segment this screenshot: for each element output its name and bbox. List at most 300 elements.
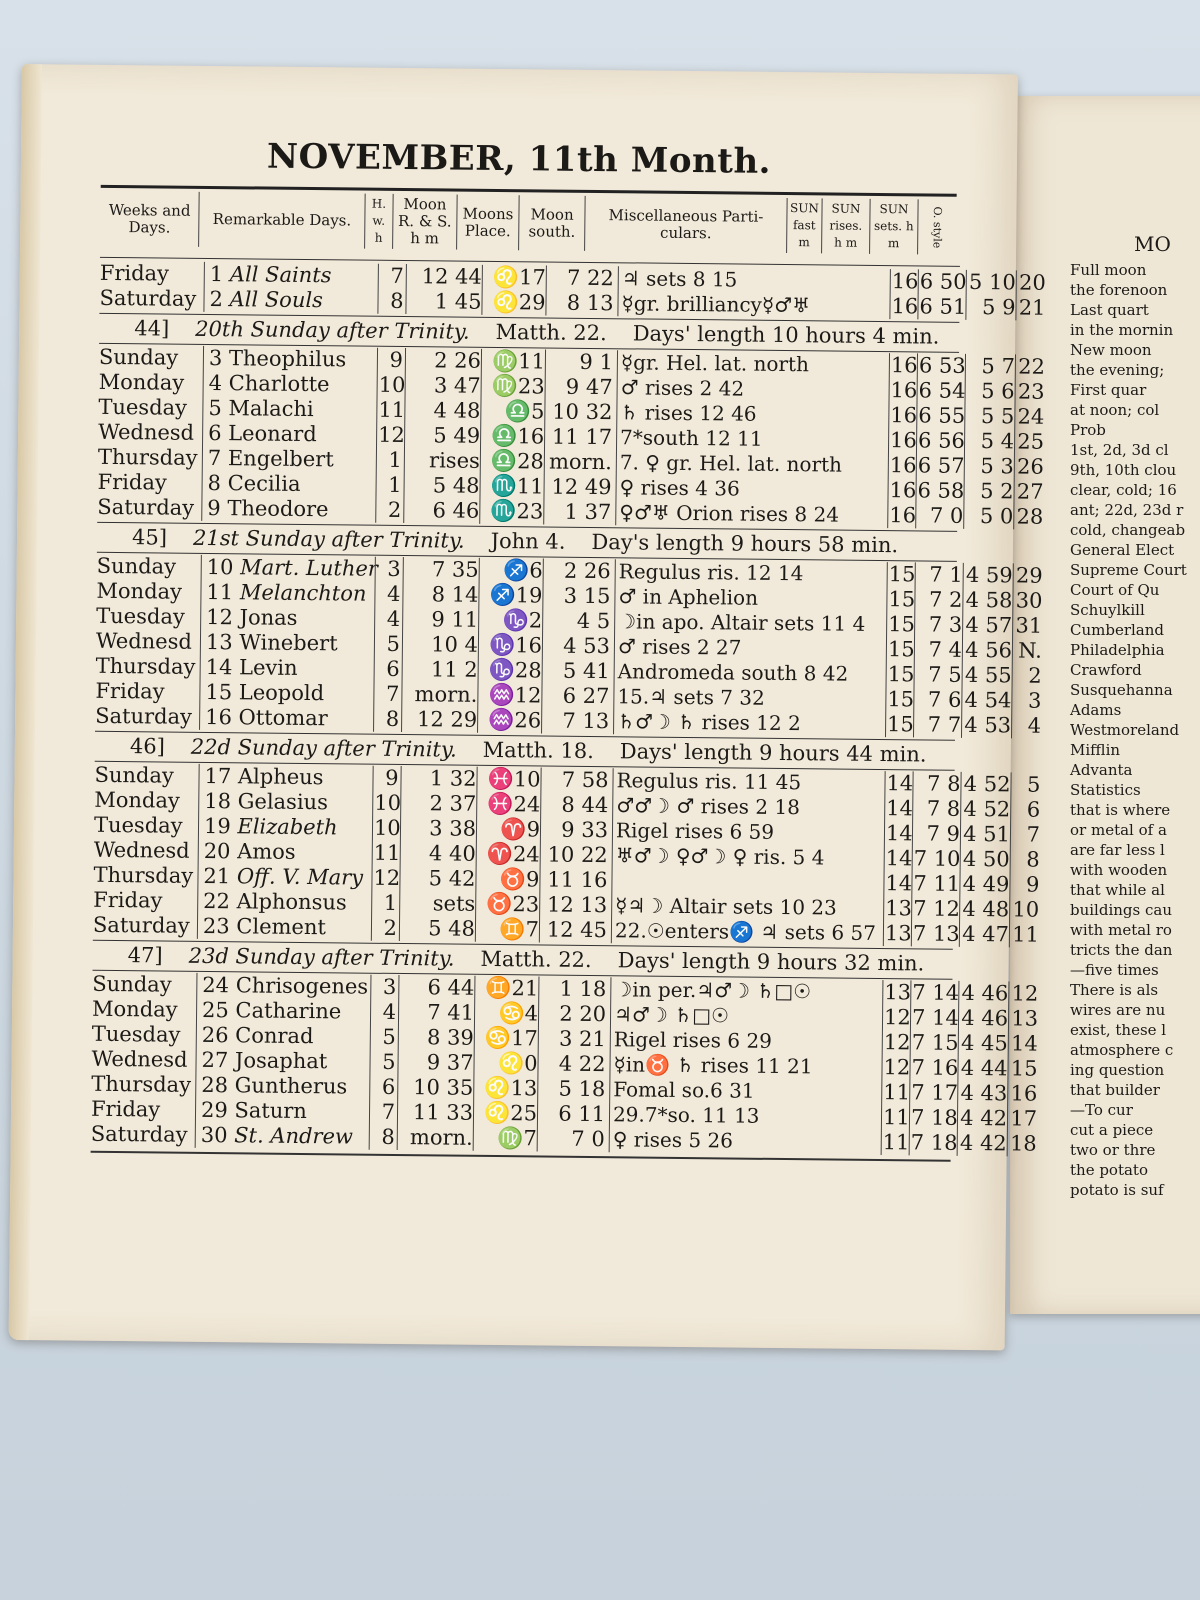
- cell-moon: 9 37: [426, 1050, 474, 1075]
- cell-rise: 7 1: [929, 562, 963, 587]
- right-page-line: There is als: [1070, 981, 1159, 999]
- cell-place: ♐6: [503, 558, 543, 583]
- day-length: Days' length 9 hours 32 min.: [617, 948, 925, 976]
- cell-hw: 7: [390, 263, 404, 289]
- cell-place: ♍7: [497, 1126, 537, 1151]
- cell-rem: 25 Catharine: [201, 997, 342, 1024]
- cell-set: 4 46: [961, 1005, 1009, 1031]
- sunday-title: 21st Sunday after Trinity.: [192, 525, 465, 553]
- right-page-line: that while al: [1070, 881, 1165, 899]
- cell-os: 16: [1010, 1081, 1038, 1106]
- cell-rise: 7 13: [912, 921, 960, 946]
- cell-set: 4 42: [960, 1105, 1008, 1131]
- cell-day: Thursday: [97, 444, 198, 470]
- cell-fast: 14: [886, 771, 914, 796]
- cell-misc: ☿gr. brilliancy☿♂♅: [621, 291, 811, 318]
- right-page-line: Cumberland: [1070, 621, 1165, 639]
- cell-place: ♋17: [484, 1025, 538, 1051]
- cell-south: 10 32: [552, 399, 613, 425]
- right-page-line: exist, these l: [1070, 1021, 1167, 1039]
- right-page-line: Advanta: [1070, 761, 1133, 779]
- cell-rise: 7 4: [928, 637, 963, 662]
- cell-day: Wednesd: [98, 419, 195, 445]
- cell-moon: 3 47: [433, 373, 481, 398]
- right-page-line: General Elect: [1070, 541, 1175, 559]
- cell-hw: 11: [373, 840, 401, 866]
- cell-fast: 14: [885, 821, 913, 846]
- cell-set: 5 4: [980, 429, 1015, 454]
- cell-day: Monday: [94, 787, 180, 813]
- cell-day: Monday: [96, 578, 183, 604]
- right-page-line: or metal of a: [1070, 821, 1167, 839]
- cell-day: Saturday: [90, 1121, 188, 1147]
- cell-set: 5 7: [981, 354, 1016, 379]
- cell-south: 3 15: [563, 583, 611, 609]
- cell-day: Thursday: [95, 653, 196, 679]
- right-page-line: —To cur: [1070, 1101, 1133, 1119]
- cell-rem: 11 Melanchton: [206, 579, 367, 606]
- right-page-text: [1070, 96, 1200, 1200]
- cell-moon: 8 39: [426, 1025, 474, 1050]
- cell-place: ♏23: [490, 498, 544, 524]
- cell-fast: 12: [883, 1005, 911, 1030]
- cell-hw: 8: [385, 706, 400, 731]
- cell-misc: ♀♂♅ Orion rises 8 24: [619, 500, 840, 527]
- header-sun-fast: SUN fast m: [787, 198, 822, 253]
- cell-moon: 8 14: [431, 582, 479, 607]
- cell-os: N.: [1018, 638, 1043, 663]
- cell-os: 3: [1027, 688, 1042, 713]
- cell-hw: 9: [385, 765, 399, 790]
- cell-moon: 1 32: [429, 766, 477, 791]
- cell-hw: 5: [382, 1024, 396, 1049]
- right-page-line: with metal ro: [1070, 921, 1172, 939]
- right-page-line: atmosphere c: [1070, 1041, 1174, 1059]
- cell-rise: 7 15: [911, 1030, 959, 1055]
- cell-south: 11 17: [551, 424, 613, 450]
- cell-rem: 28 Guntherus: [201, 1072, 348, 1099]
- cell-south: 3 21: [558, 1026, 606, 1052]
- cell-day: Saturday: [95, 703, 193, 729]
- cell-south: 5 41: [562, 658, 610, 684]
- week-number: 47]: [127, 943, 163, 968]
- cell-hw: 5: [386, 631, 401, 656]
- cell-set: 4 54: [964, 687, 1012, 713]
- right-page-line: at noon; col: [1070, 401, 1160, 419]
- cell-misc: ☽in per.♃♂☽ ♄□☉: [614, 977, 812, 1004]
- cell-misc: ☿♃☽ Altair sets 10 23: [615, 893, 837, 920]
- cell-set: 5 6: [981, 379, 1015, 404]
- cell-hw: 12: [373, 865, 401, 891]
- header-sun-sets: SUN sets. h m: [870, 199, 918, 254]
- sunday-title: 23d Sunday after Trinity.: [188, 943, 455, 971]
- cell-rem: 1 All Saints: [209, 261, 332, 288]
- cell-place: ♎5: [504, 399, 545, 424]
- cell-moon: 4 40: [428, 841, 476, 866]
- cell-misc: ♃ sets 8 15: [621, 266, 738, 292]
- week-number: 44]: [134, 316, 170, 341]
- cell-moon: 2 37: [429, 791, 477, 816]
- cell-rise: 7 7: [927, 712, 962, 737]
- cell-rem: 9 Theodore: [207, 495, 329, 522]
- cell-set: 4 53: [964, 712, 1012, 738]
- cell-place: ♍11: [491, 348, 546, 374]
- cell-south: 8 44: [561, 792, 609, 818]
- cell-place: ♉23: [486, 891, 540, 917]
- header-moon-rs: Moon R. & S. h m: [393, 194, 457, 250]
- cell-rem: 20 Amos: [203, 838, 296, 864]
- cell-rise: 7 18: [910, 1105, 958, 1130]
- cell-place: ♊21: [485, 975, 539, 1001]
- cell-hw: 8: [390, 288, 404, 314]
- cell-rise: 7 16: [911, 1055, 959, 1080]
- cell-misc: ☽in apo. Altair sets 11 4: [618, 609, 866, 636]
- cell-rise: 6 58: [917, 478, 965, 503]
- right-page-line: potato is suf: [1070, 1181, 1164, 1199]
- right-page-line: Philadelphia: [1070, 641, 1165, 659]
- cell-misc: 22.☉enters♐ ♃ sets 6 57: [614, 918, 877, 945]
- cell-south: 7 13: [562, 708, 610, 734]
- cell-hw: 1: [383, 890, 398, 915]
- right-page-line: that builder: [1070, 1081, 1160, 1099]
- right-page-line: Crawford: [1070, 661, 1142, 679]
- cell-place: ♊7: [499, 917, 540, 942]
- cell-misc: ♂ rises 2 42: [620, 375, 745, 401]
- page-title: NOVEMBER, 11th Month.: [266, 136, 772, 182]
- cell-os: 22: [1018, 354, 1046, 379]
- cell-day: Friday: [90, 1096, 161, 1122]
- cell-os: 12: [1011, 981, 1039, 1006]
- cell-hw: 1: [388, 472, 402, 497]
- right-page-line: the potato: [1070, 1161, 1148, 1179]
- cell-rise: 7 14: [912, 980, 960, 1005]
- cell-south: 4 53: [563, 633, 611, 659]
- cell-day: Tuesday: [91, 1021, 181, 1047]
- cell-day: Wednesd: [93, 837, 190, 863]
- cell-set: 5 2: [980, 479, 1014, 504]
- cell-south: 4 22: [558, 1051, 606, 1077]
- cell-rise: 7 6: [927, 687, 962, 712]
- cell-set: 5 0: [979, 504, 1014, 529]
- cell-os: 6: [1026, 797, 1041, 822]
- cell-misc: ♂♂☽ ♂ rises 2 18: [616, 793, 801, 820]
- cell-os: 23: [1017, 379, 1045, 404]
- cell-rem: 4 Charlotte: [208, 370, 330, 397]
- cell-misc: Rigel rises 6 29: [613, 1027, 772, 1053]
- cell-fast: 15: [888, 612, 916, 637]
- cell-rise: 7 11: [913, 871, 961, 896]
- cell-rem: 6 Leonard: [208, 420, 317, 447]
- cell-moon: 4 48: [433, 398, 481, 423]
- cell-os: 14: [1010, 1031, 1038, 1056]
- cell-south: 7 58: [561, 767, 609, 793]
- week-block: [97, 344, 1046, 529]
- cell-rise: 7 17: [911, 1080, 959, 1105]
- cell-fast: 14: [885, 846, 913, 871]
- cell-rem: 24 Chrisogenes: [202, 972, 369, 999]
- right-page-line: Last quart: [1070, 301, 1149, 319]
- cell-set: 4 44: [960, 1055, 1008, 1081]
- cell-rem: 14 Levin: [205, 654, 298, 680]
- right-page-line: Susquehanna: [1070, 681, 1173, 699]
- cell-set: 5 9: [981, 295, 1016, 320]
- cell-moon: 3 38: [429, 816, 477, 841]
- right-page-heading: MO: [1134, 232, 1171, 256]
- right-page-line: Adams: [1070, 701, 1122, 719]
- cell-rem: 27 Josaphat: [201, 1047, 328, 1074]
- cell-misc: ☿gr. Hel. lat. north: [620, 350, 810, 377]
- cell-hw: 3: [387, 556, 401, 581]
- cell-rem: 22 Alphonsus: [203, 888, 347, 915]
- cell-south: 11 16: [547, 867, 608, 893]
- cell-os: 13: [1011, 1006, 1039, 1031]
- almanac-page: [9, 64, 1046, 1350]
- week-block: [90, 971, 1039, 1156]
- cell-set: 4 47: [962, 921, 1010, 947]
- cell-place: ♉9: [499, 867, 540, 892]
- right-page-line: buildings cau: [1070, 901, 1172, 919]
- cell-rem: 17 Alpheus: [204, 763, 324, 790]
- cell-os: 5: [1027, 772, 1041, 797]
- cell-place: ♌29: [492, 289, 546, 315]
- cell-day: Monday: [91, 996, 178, 1022]
- cell-rem: 3 Theophilus: [208, 345, 347, 372]
- week-number: 46]: [129, 734, 165, 759]
- cell-set: 4 57: [965, 612, 1013, 638]
- cell-os: 29: [1015, 563, 1043, 588]
- right-page-line: wires are nu: [1070, 1001, 1166, 1019]
- cell-set: 4 49: [962, 871, 1010, 897]
- cell-set: 4 55: [964, 662, 1012, 688]
- cell-south: 7 0: [571, 1126, 605, 1152]
- cell-fast: 16: [889, 428, 917, 453]
- cell-hw: 7: [381, 1099, 396, 1124]
- cell-fast: 14: [886, 796, 914, 821]
- right-page-line: two or thre: [1070, 1141, 1156, 1159]
- right-page-line: —five times: [1070, 961, 1159, 979]
- cell-rise: 6 55: [918, 403, 966, 428]
- cell-place: ♑28: [488, 657, 542, 683]
- cell-misc: Regulus ris. 12 14: [618, 559, 804, 586]
- cell-misc: Regulus ris. 11 45: [616, 768, 802, 795]
- cell-rise: 7 12: [913, 896, 961, 921]
- cell-rem: 21 Off. V. Mary: [203, 863, 364, 890]
- cell-place: ♏11: [490, 473, 544, 499]
- cell-place: ♍23: [491, 373, 545, 399]
- cell-south: morn.: [548, 449, 612, 475]
- cell-rem: 15 Leopold: [205, 679, 325, 706]
- cell-place: ♓10: [487, 766, 541, 792]
- cell-set: 5 5: [980, 404, 1015, 429]
- cell-os: 27: [1016, 479, 1044, 504]
- cell-fast: 13: [885, 896, 913, 921]
- cell-moon: 10 35: [413, 1075, 474, 1100]
- cell-misc: Andromeda south 8 42: [617, 659, 849, 686]
- cell-day: Tuesday: [98, 394, 188, 420]
- cell-hw: 3: [382, 974, 397, 999]
- cell-place: ♋4: [498, 1001, 539, 1026]
- cell-rise: 7 0: [929, 503, 964, 528]
- cell-set: 4 59: [965, 562, 1013, 588]
- day-length: Days' length 10 hours 4 min.: [632, 321, 940, 349]
- cell-hw: 6: [381, 1074, 396, 1099]
- cell-rise: 7 8: [926, 796, 961, 821]
- sunday-title: 20th Sunday after Trinity.: [195, 316, 470, 344]
- cell-rem: 26 Conrad: [201, 1022, 314, 1049]
- cell-fast: 16: [889, 503, 917, 528]
- cell-day: Sunday: [94, 762, 174, 788]
- cell-south: 10 22: [547, 842, 608, 868]
- header-weeks: Weeks and Days.: [100, 191, 199, 247]
- cell-hw: 4: [386, 581, 401, 606]
- cell-os: 24: [1017, 404, 1045, 429]
- cell-place: ♌25: [484, 1100, 538, 1126]
- cell-rise: 7 3: [928, 612, 963, 637]
- cell-day: Thursday: [93, 862, 194, 888]
- cell-rise: 7 18: [910, 1130, 958, 1155]
- cell-day: Wednesd: [95, 628, 193, 654]
- cell-rise: 7 8: [926, 771, 961, 796]
- cell-misc: 7. ♀ gr. Hel. lat. north: [619, 450, 843, 477]
- cell-fast: 15: [887, 712, 914, 737]
- cell-moon: 11 2: [430, 657, 478, 682]
- cell-moon: 9 11: [431, 607, 479, 632]
- cell-south: 2 20: [559, 1001, 607, 1027]
- cell-moon: sets: [432, 891, 476, 916]
- cell-rise: 7 2: [928, 587, 963, 612]
- cell-place: ♎16: [491, 423, 545, 449]
- cell-place: ♎28: [490, 448, 544, 474]
- cell-hw: 8: [381, 1124, 395, 1149]
- right-page-line: Prob: [1070, 421, 1106, 439]
- cell-os: 17: [1010, 1106, 1038, 1131]
- right-page-line: 9th, 10th clou: [1070, 461, 1177, 479]
- right-page-line: cut a piece: [1070, 1121, 1154, 1139]
- cell-rem: 10 Mart. Luther: [206, 554, 379, 581]
- cell-rem: 13 Winebert: [205, 629, 338, 656]
- cell-fast: 11: [882, 1130, 910, 1155]
- cell-os: 26: [1016, 454, 1044, 479]
- cell-misc: ♄ rises 12 46: [620, 400, 757, 426]
- cell-misc: ♄♂☽ ♄ rises 12 2: [617, 709, 801, 736]
- cell-rem: 8 Cecilia: [207, 470, 301, 496]
- cell-place: ♑16: [488, 632, 543, 658]
- cell-rem: 16 Ottomar: [205, 704, 328, 731]
- cell-hw: 10: [374, 790, 402, 816]
- cell-hw: 4: [382, 999, 397, 1024]
- cell-place: ♌13: [484, 1075, 538, 1101]
- cell-os: 11: [1012, 922, 1040, 947]
- cell-fast: 16: [889, 478, 917, 503]
- cell-misc: ♃♂☽ ♄□☉: [613, 1002, 730, 1028]
- cell-rise: 7 14: [911, 1005, 959, 1030]
- cell-set: 4 46: [961, 980, 1009, 1006]
- cell-fast: 11: [882, 1105, 910, 1130]
- cell-day: Sunday: [96, 553, 177, 579]
- cell-rise: 7 5: [928, 662, 962, 687]
- week-block: [95, 553, 1043, 738]
- week-number: 45]: [132, 525, 168, 550]
- cell-fast: 16: [890, 403, 918, 428]
- cell-moon: 12 44: [421, 264, 482, 289]
- cell-south: 12 45: [546, 917, 608, 943]
- cell-set: 4 52: [963, 771, 1011, 797]
- cell-moon: 5 48: [428, 916, 476, 941]
- cell-set: 4 43: [960, 1080, 1008, 1106]
- cell-rem: 2 All Souls: [209, 286, 324, 313]
- cell-misc: Rigel rises 6 59: [615, 818, 775, 844]
- cell-place: ♑2: [502, 608, 543, 633]
- cell-day: Tuesday: [96, 603, 185, 629]
- cell-place: ♈9: [500, 817, 541, 842]
- right-page-line: 1st, 2d, 3d cl: [1070, 441, 1169, 459]
- right-page-line: cold, changeab: [1070, 521, 1186, 539]
- right-page-line: clear, cold; 16: [1070, 481, 1177, 499]
- cell-rise: 6 50: [919, 269, 967, 294]
- cell-misc: ♀ rises 4 36: [619, 475, 740, 501]
- right-page-line: Court of Qu: [1070, 581, 1160, 599]
- cell-set: 4 50: [962, 846, 1010, 872]
- cell-misc: ☿in♉ ♄ rises 11 21: [613, 1052, 813, 1079]
- cell-moon: 12 29: [416, 707, 478, 732]
- cell-set: 4 51: [963, 821, 1011, 847]
- cell-south: 2 26: [563, 558, 611, 584]
- cell-fast: 16: [890, 378, 918, 403]
- cell-misc: 15.♃ sets 7 32: [617, 684, 765, 710]
- reading: Matth. 22.: [480, 946, 592, 973]
- cell-place: ♐19: [489, 582, 543, 608]
- cell-rem: 5 Malachi: [208, 395, 314, 422]
- cell-fast: 15: [887, 662, 915, 687]
- reading: Matth. 18.: [482, 737, 594, 764]
- cell-moon: 2 26: [434, 348, 482, 373]
- right-page-line: Full moon: [1070, 261, 1147, 279]
- cell-place: ♒26: [488, 707, 542, 733]
- cell-moon: morn.: [409, 1125, 473, 1150]
- cell-os: 9: [1025, 872, 1040, 897]
- cell-rem: 29 Saturn: [200, 1097, 308, 1124]
- cell-hw: 9: [389, 347, 404, 373]
- sunday-title: 22d Sunday after Trinity.: [190, 734, 457, 762]
- cell-hw: 12: [378, 422, 405, 448]
- cell-rem: 18 Gelasius: [204, 788, 329, 815]
- cell-moon: 5 42: [428, 866, 476, 891]
- cell-misc: ♅♂☽ ♀♂☽ ♀ ris. 5 4: [615, 843, 825, 870]
- cell-south: 9 33: [561, 817, 609, 843]
- cell-south: 1 37: [564, 499, 612, 525]
- right-page-line: ant; 22d, 23d r: [1070, 501, 1184, 519]
- cell-day: Friday: [95, 678, 165, 704]
- cell-hw: 4: [386, 606, 401, 631]
- cell-south: 1 18: [559, 976, 607, 1002]
- cell-fast: 15: [888, 587, 916, 612]
- cell-rise: 7 9: [926, 821, 961, 846]
- cell-moon: morn.: [414, 682, 478, 707]
- cell-day: Wednesd: [91, 1046, 188, 1072]
- right-page-line: the forenoon: [1070, 281, 1168, 299]
- cell-hw: 10: [378, 372, 406, 398]
- cell-misc: ♂ rises 2 27: [617, 634, 742, 660]
- cell-rise: 6 51: [919, 294, 967, 319]
- cell-misc: ♀ rises 5 26: [612, 1127, 734, 1153]
- cell-hw: 5: [382, 1049, 396, 1074]
- reading: Matth. 22.: [495, 319, 607, 346]
- cell-south: 8 13: [566, 290, 614, 316]
- cell-moon: 5 49: [433, 423, 481, 448]
- header-moons-place: Moons Place.: [456, 195, 519, 251]
- cell-os: 10: [1012, 897, 1040, 922]
- cell-rise: 6 54: [918, 378, 966, 403]
